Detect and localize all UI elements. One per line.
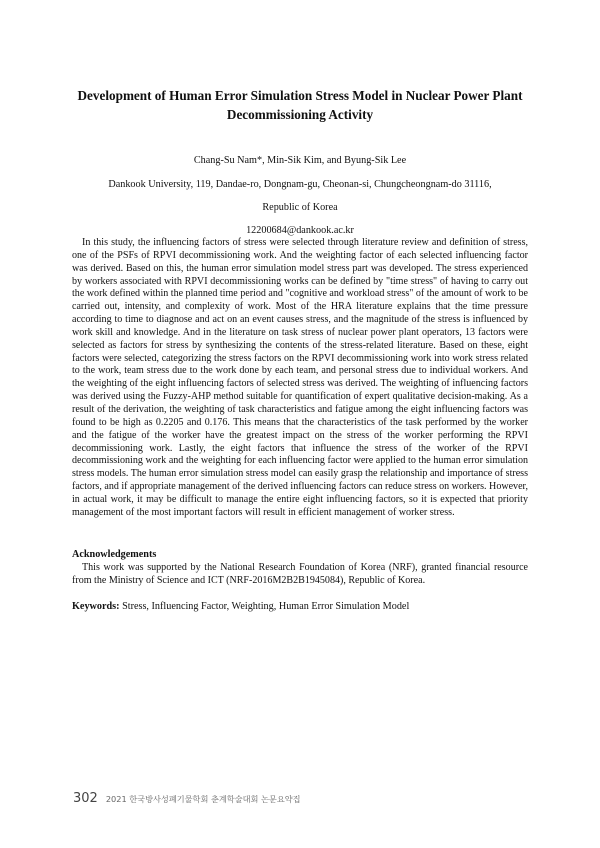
paper-title: Development of Human Error Simulation Stress Model in Nuclear Power Plant Decommissioning Activity xyxy=(77,88,523,122)
keywords-line xyxy=(72,601,528,612)
keywords-label: Keywords: xyxy=(72,601,120,612)
abstract-body: In this study, the influencing factors of stress were selected through literature review and definition of stress, one of the PSFs of RPVI decommissioning work. And the weighting factor of each selected influencing factor was derived. Based on this, the human error simulation model stress part was developed. The stress experienced by workers associated with RPVI decommissioning works can be defined by "time stress" of having to carry out the work defined within the planned time period and "cognitive and workload stress" of the amount of work to be carried out, intensity, and complexity of work. Most of the HRA literature explains that the time pressure according to time to diagnose and act on an event causes stress, and the magnitude of the stress is influenced by work skill and knowledge. And in the literature on task stress of nuclear power plant operators, 13 factors were selected as factors for stress by synthesizing the contents of the stress-related literature. Based on these, eight factors were selected, categorizing the stress factors on the RPVI decommissioning work into work stress related to the work, team stress due to the work done by each team, and personal stress due to individual workers. And the weighting of the eight influencing factors of selected stress was derived. The weighting of influencing factors was derived using the Fuzzy-AHP method suitable for quantification of expert qualitative decision-making. As a result of the derivation, the weighting of task characteristics and fatigue among the eight influencing factors was found to be high as 0.2205 and 0.176. This means that the characteristics of the task performed by the worker and the fatigue of the worker have the greatest impact on the stress of the worker performing the RPVI decommissioning work. Lastly, the eight factors that influence the stress of the worker of the RPVI decommissioning work and the weighting for each influencing factor were applied to the human error simulation stress models. The human error simulation stress model can easily grasp the relationship and importance of stress factors, and if appropriate management of the derived influencing factors can reduce stress on workers. However, in actual work, it may be difficult to manage the entire eight influencing factors, so it is expected that priority management of the most important factors will result in efficient management of worker stress. xyxy=(72,237,529,518)
page-footer xyxy=(73,791,301,806)
proceedings-source: 2021 한국방사성폐기물학회 춘계학술대회 논문요약집 xyxy=(105,794,301,804)
author-email: 12200684@dankook.ac.kr xyxy=(246,225,354,236)
page-number: 302 xyxy=(73,791,98,806)
acknowledgements-body: This work was supported by the National Research Foundation of Korea (NRF), granted financial resource from the Ministry of Science and ICT (NRF-2016M2B2B1945084), Republic of Korea. xyxy=(72,562,528,586)
affiliation-line-1: Dankook University, 119, Dandae-ro, Dongnam-gu, Cheonan-si, Chungcheongnam-do 31116, xyxy=(108,179,492,190)
acknowledgements-heading: Acknowledgements xyxy=(72,549,157,560)
keywords-list: Stress, Influencing Factor, Weighting, Human Error Simulation Model xyxy=(119,601,410,612)
affiliation-line-2: Republic of Korea xyxy=(262,202,338,213)
author-list: Chang-Su Nam*, Min-Sik Kim, and Byung-Sik Lee xyxy=(193,155,407,166)
